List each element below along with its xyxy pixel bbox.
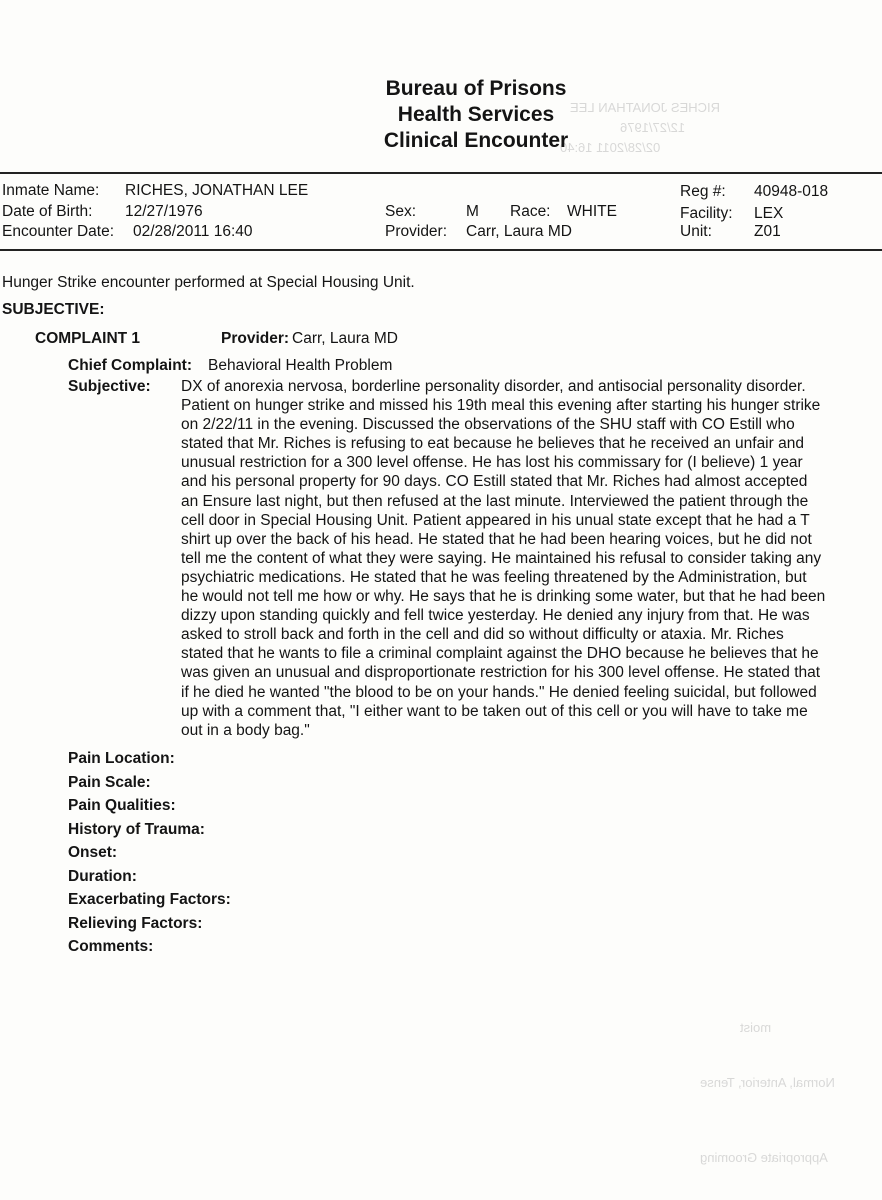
narrative-line: dizzy upon standing quickly and fell twice yesterday. He denied any injury from that. He was [181,607,810,625]
narrative-line: stated that Mr. Riches is refusing to eat because he believes that he received an unfair and [181,435,804,453]
chief-complaint-value: Behavioral Health Problem [208,357,393,374]
header-top-rule [0,172,882,174]
field-comments: Comments: [68,938,154,955]
subjective-label: Subjective: [68,378,151,395]
field-duration: Duration: [68,867,137,885]
narrative-line: shirt up over the back of his head. He stated that he had been hearing voices, but he did not [181,530,812,548]
title-line-1: Bureau of Prisons [385,77,567,100]
dob-label: Date of Birth: [2,203,93,220]
narrative-line: out in a body bag." [181,721,310,739]
narrative-line: up with a comment that, "I either want to be taken out of this cell or you will have to take me [181,702,808,720]
narrative-line: Patient on hunger strike and missed his 19th meal this evening after starting his hunger strike [181,397,821,415]
section-heading-subjective: SUBJECTIVE: [2,301,105,318]
sex-value: M [466,203,479,220]
race-value: WHITE [567,203,617,220]
narrative-line: an Ensure last night, but then refused at the last minute. Interviewed the patient through the [181,492,809,510]
unit-value: Z01 [754,223,781,240]
assessment-field-list [68,747,231,959]
inmate-name-value: RICHES, JONATHAN LEE [125,182,309,199]
facility-label: Facility: [680,205,733,222]
document-title [0,76,882,154]
field-pain-qualities: Pain Qualities: [68,797,176,814]
inmate-name-label: Inmate Name: [2,182,100,199]
complaint-label: COMPLAINT 1 [35,330,141,347]
title-line-3: Clinical Encounter [383,129,569,152]
complaint-provider-label: Provider: [221,330,290,347]
encounter-intro: Hunger Strike encounter performed at Special Housing Unit. [2,274,415,291]
field-pain-location: Pain Location: [68,750,175,767]
narrative-line: and his personal property for 90 days. CO Estill stated that Mr. Riches had almost accepted [181,473,808,491]
dob-value: 12/27/1976 [125,203,203,220]
sex-label: Sex: [385,203,417,220]
narrative-line: asked to stroll back and forth in the cell and did so without difficulty or ataxia. Mr. Riches [181,626,784,644]
facility-value: LEX [754,205,784,222]
encounter-date-label: Encounter Date: [2,223,115,240]
narrative-line: DX of anorexia nervosa, borderline personality disorder, and antisocial personality disorder. [181,378,806,395]
narrative-line: stated that he wants to file a criminal complaint against the DHO because he believes that he [181,645,819,663]
narrative-line: on 2/22/11 in the evening. Discussed the observations of the SHU staff with CO Estill who [181,416,795,434]
header-bottom-rule [0,249,882,251]
subjective-narrative [181,377,882,740]
encounter-date-value: 02/28/2011 16:40 [133,223,253,240]
narrative-line: psychiatric medications. He stated that he was feeling threatened by the Administration, but [181,568,807,586]
narrative-line: was given an unusual and disproportionate restriction for his 300 level offense. He stated that [181,664,821,682]
race-label: Race: [510,203,551,220]
reg-value: 40948-018 [754,183,829,200]
field-history-of-trauma: History of Trauma: [68,820,205,838]
field-onset: Onset: [68,844,118,861]
unit-label: Unit: [680,223,712,240]
complaint-provider-value: Carr, Laura MD [292,330,398,347]
narrative-line: if he died he wanted "the blood to be on your hands." He denied feeling suicidal, but followed [181,683,817,701]
provider-label: Provider: [385,223,448,240]
narrative-line: tell me the content of what they were saying. He maintained his refusal to consider taking any [181,549,822,567]
narrative-line: he would not tell me how or why. He says that he is drinking some water, but that he had been [181,588,826,606]
field-exacerbating-factors: Exacerbating Factors: [68,891,231,908]
reg-label: Reg #: [680,183,726,200]
narrative-line: cell door in Special Housing Unit. Patient appeared in his unual state except that he had a T [181,511,810,529]
chief-complaint-label: Chief Complaint: [68,357,192,374]
title-line-2: Health Services [397,103,555,126]
field-relieving-factors: Relieving Factors: [68,914,203,932]
narrative-line: unusual restriction for a 300 level offense. He has lost his commissary for (I believe) 1 year [181,454,803,472]
field-pain-scale: Pain Scale: [68,773,151,791]
provider-value: Carr, Laura MD [466,223,572,240]
